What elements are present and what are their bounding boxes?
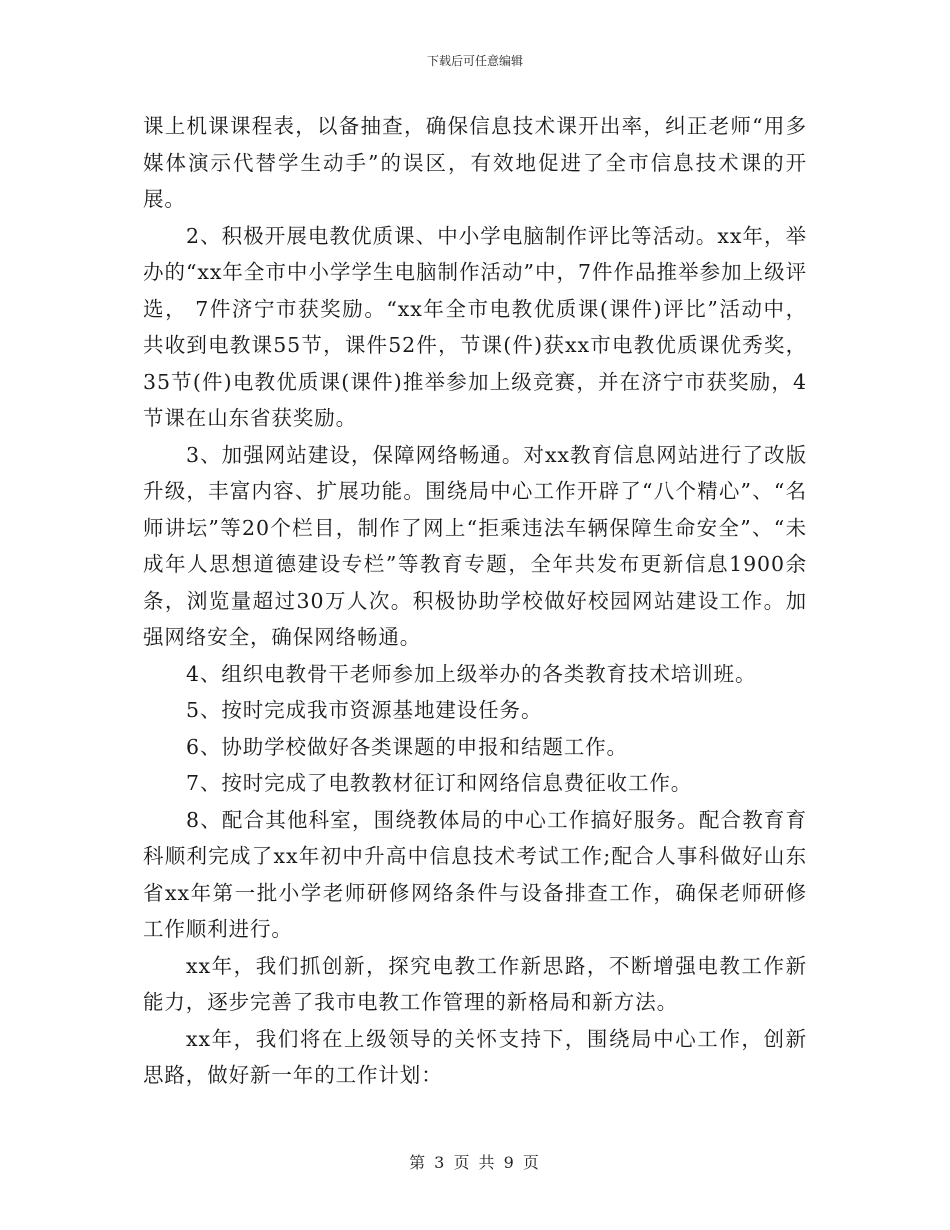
page-number-footer: 第 3 页 共 9 页 — [409, 1153, 541, 1172]
paragraph-item-7: 7、按时完成了电教教材征订和网络信息费征收工作。 — [186, 771, 693, 795]
document-body — [143, 108, 807, 1094]
paragraph-item-4: 4、组织电教骨干老师参加上级举办的各类教育技术培训班。 — [186, 661, 757, 686]
paragraph-summary: xx年，我们抓创新，探究电教工作新思路，不断增强电教工作新能力，逐步完善了我市电教工作管理的新格局和新方法。 — [143, 953, 807, 1014]
paragraph-continuation: 课上机课课程表，以备抽查，确保信息技术课开出率，纠正老师“用多媒体演示代替学生动手”的误区，有效地促进了全市信息技术课的开展。 — [143, 114, 807, 211]
page-header-note: 下载后可任意编辑 — [426, 54, 523, 68]
paragraph-item-5: 5、按时完成我市资源基地建设任务。 — [186, 698, 543, 722]
paragraph-plan-intro: xx年，我们将在上级领导的关怀支持下，围绕局中心工作，创新思路，做好新一年的工作计划： — [143, 1026, 807, 1087]
paragraph-item-3: 3、加强网站建设，保障网络畅通。对xx教育信息网站进行了改版升级，丰富内容、扩展功能。围绕局中心工作开辟了“八个精心”、“名师讲坛”等20个栏目，制作了网上“拒乘违法车辆保障生命安全”、“未成年人思想道德建设专栏”等教育专题，全年共发布更新信息1900余条，浏览量超过30万人次。积极协助学校做好校园网站建设工作。加强网络安全，确保网络畅通。 — [143, 442, 807, 649]
paragraph-item-6: 6、协助学校做好各类课题的申报和结题工作。 — [186, 734, 628, 759]
paragraph-item-8: 8、配合其他科室，围绕教体局的中心工作搞好服务。配合教育育科顺利完成了xx年初中升高中信息技术考试工作;配合人事科做好山东省xx年第一批小学老师研修网络条件与设备排查工作，确保老师研修工作顺利进行。 — [143, 807, 807, 941]
paragraph-item-2: 2、积极开展电教优质课、中小学电脑制作评比等活动。xx年，举办的“xx年全市中小学学生电脑制作活动”中，7件作品推举参加上级评选， 7件济宁市获奖励。“xx年全市电教优质课(课件)评比”活动中，共收到电教课55节，课件52件，节课(件)获xx市电教优质课优秀奖，35节(件)电教优质课(课件)推举参加上级竞赛，并在济宁市获奖励，4节课在山东省获奖励。 — [143, 223, 807, 430]
